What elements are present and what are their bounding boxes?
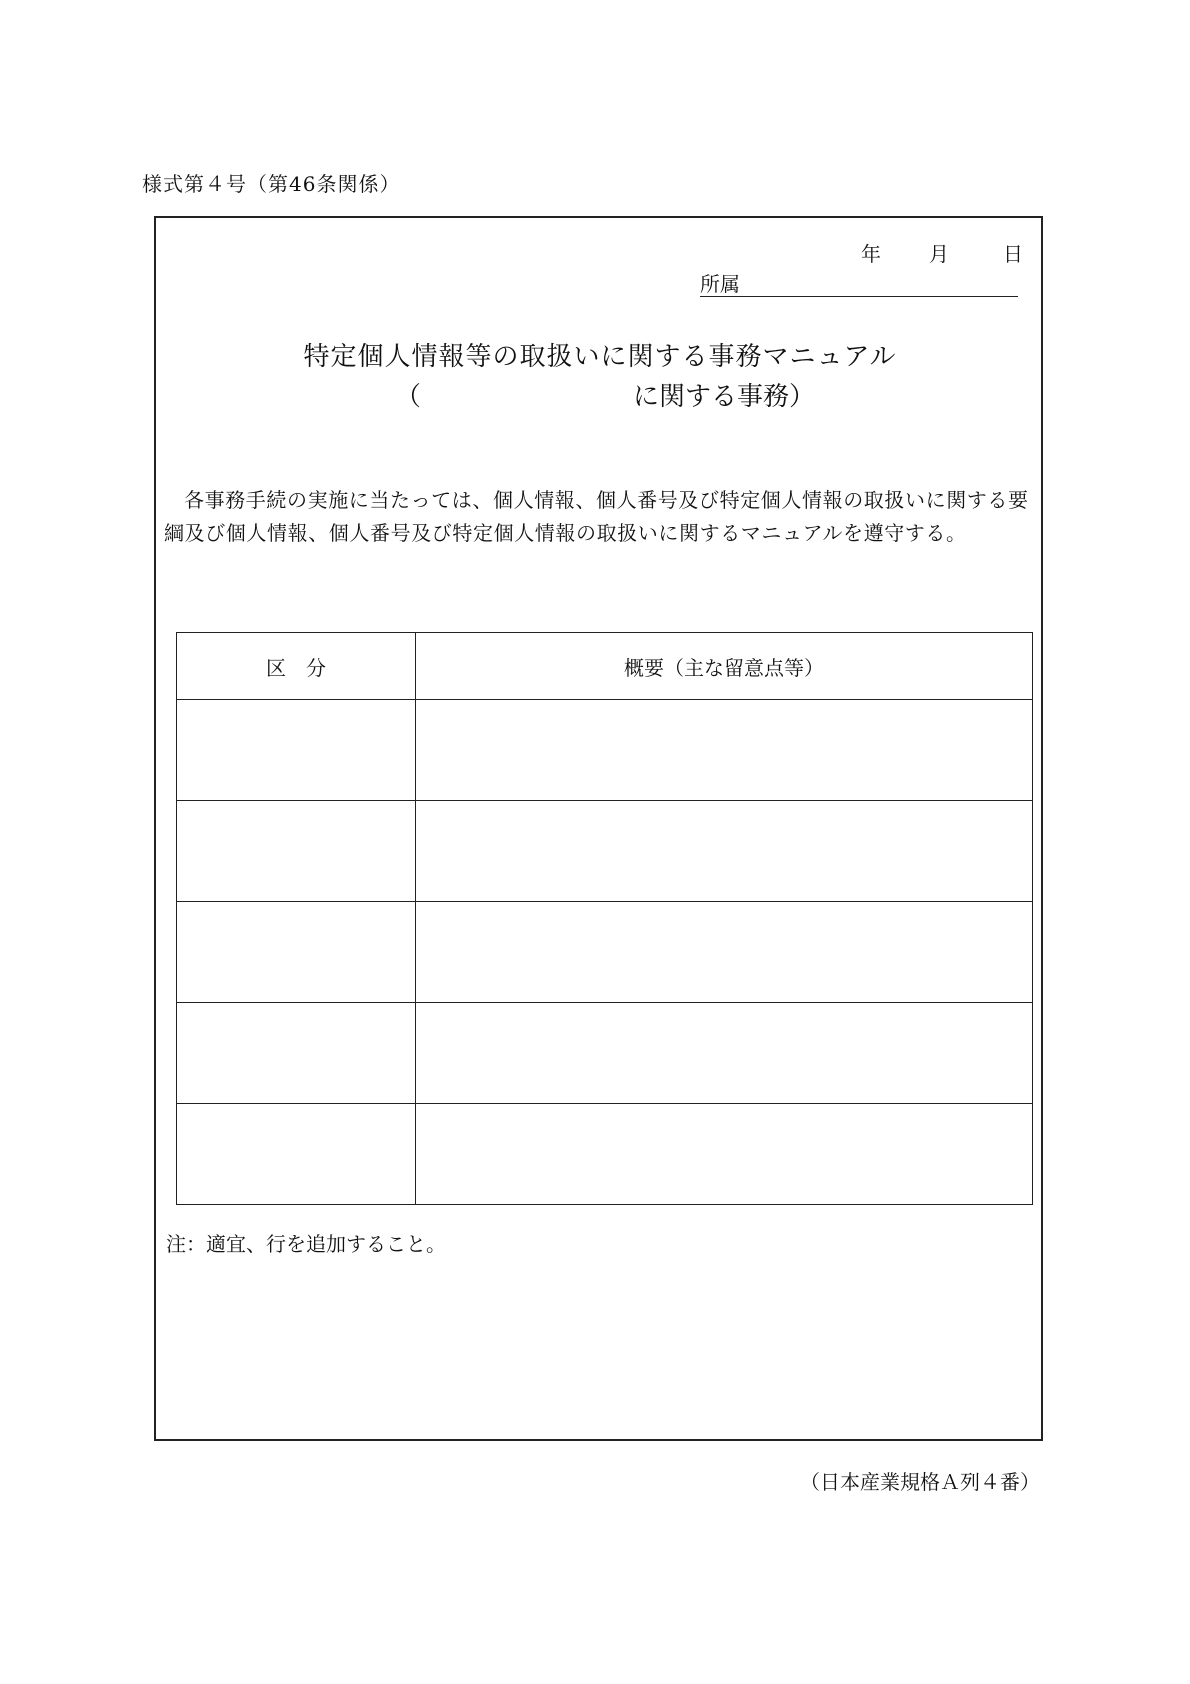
subtitle-open-bracket: （ [395, 382, 422, 412]
paper-size-note: （日本産業規格Ａ列４番） [800, 1470, 1040, 1494]
table-header-row [177, 633, 1033, 700]
category-cell[interactable] [177, 1104, 416, 1205]
date-line [861, 238, 1021, 264]
table-row [177, 700, 1033, 801]
category-cell[interactable] [177, 902, 416, 1003]
summary-cell[interactable] [416, 1104, 1033, 1205]
summary-cell[interactable] [416, 1003, 1033, 1104]
category-header: 区 分 [177, 633, 416, 700]
instruction-paragraph: 各事務手続の実施に当たっては、個人情報、個人番号及び特定個人情報の取扱いに関する要綱及び個人情報、個人番号及び特定個人情報の取扱いに関するマニュアルを遵守する。 [164, 488, 1029, 545]
table-row [177, 902, 1033, 1003]
category-cell[interactable] [177, 801, 416, 902]
table-row [177, 1104, 1033, 1205]
date-day-label: 日 [1003, 242, 1023, 266]
table-row [177, 801, 1033, 902]
summary-cell[interactable] [416, 801, 1033, 902]
affiliation-field[interactable] [700, 271, 1018, 297]
table-row [177, 1003, 1033, 1104]
form-number: 様式第４号（第46条関係） [142, 172, 401, 196]
manual-table [176, 632, 1033, 1205]
document-title: 特定個人情報等の取扱いに関する事務マニュアル [303, 342, 897, 372]
document-subtitle [395, 376, 815, 410]
category-cell[interactable] [177, 700, 416, 801]
summary-cell[interactable] [416, 700, 1033, 801]
affiliation-label: 所属 [700, 272, 740, 296]
date-month-label: 月 [929, 242, 949, 266]
date-year-label: 年 [861, 242, 881, 266]
summary-header: 概要（主な留意点等） [416, 633, 1033, 700]
summary-cell[interactable] [416, 902, 1033, 1003]
category-cell[interactable] [177, 1003, 416, 1104]
subtitle-text: に関する事務） [632, 382, 815, 412]
table-note: 注：適宜、行を追加すること。 [166, 1232, 446, 1256]
